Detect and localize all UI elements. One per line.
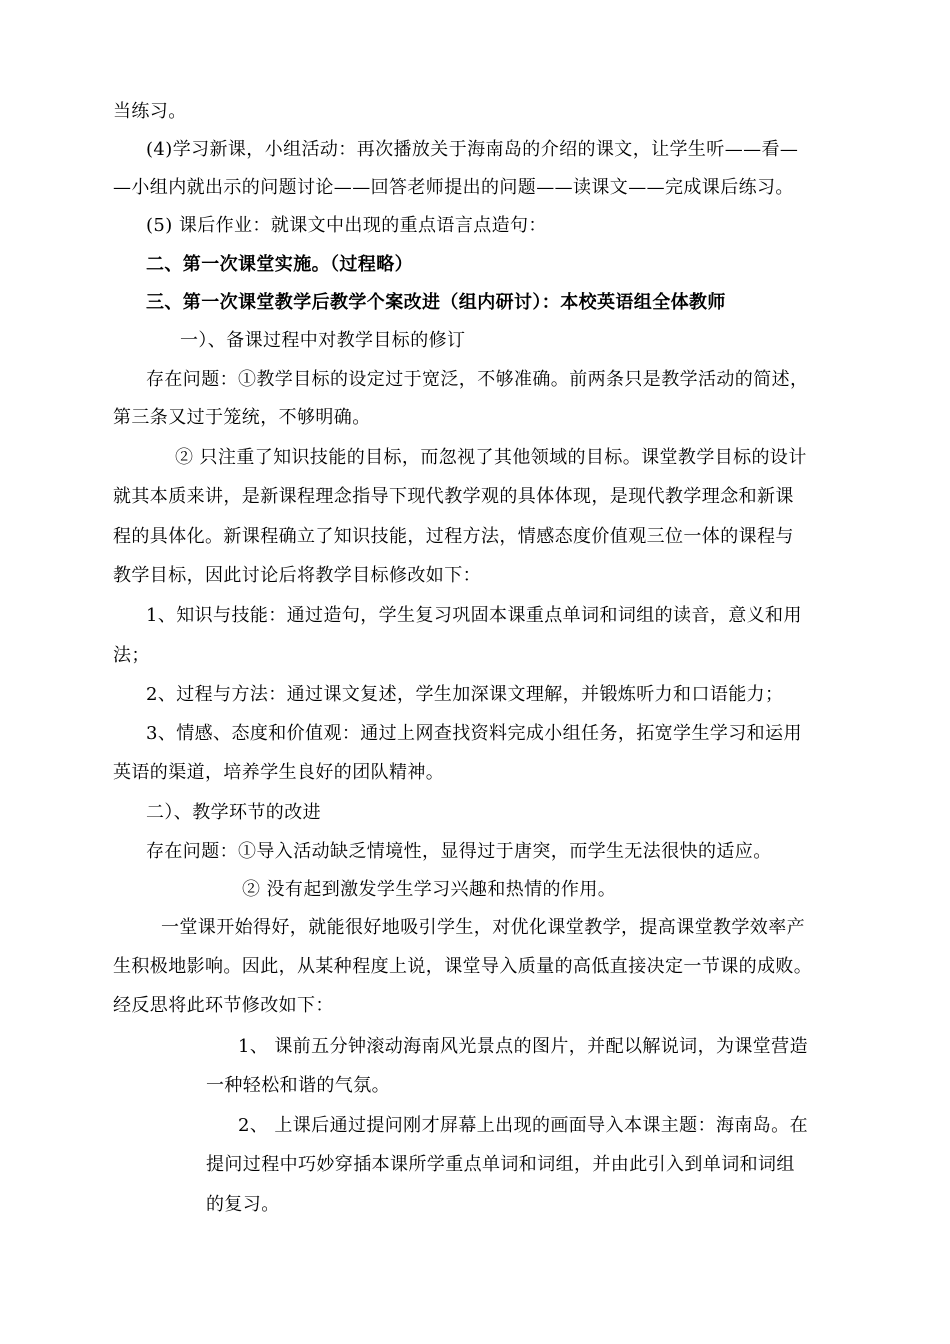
text-line: —小组内就出示的问题讨论——回答老师提出的问题——读课文——完成课后练习。 xyxy=(113,177,794,198)
text-line: 当练习。 xyxy=(113,101,187,122)
subsection-heading: 二）、教学环节的改进 xyxy=(146,802,321,823)
text-line: ② 只注重了知识技能的目标，而忽视了其他领域的目标。课堂教学目标的设计 xyxy=(175,447,807,468)
text-line: ② 没有起到激发学生学习兴趣和热情的作用。 xyxy=(242,879,617,900)
text-line: 一堂课开始得好，就能很好地吸引学生，对优化课堂教学，提高课堂教学效率产 xyxy=(161,917,805,938)
text-line: 存在问题：①导入活动缺乏情境性，显得过于唐突，而学生无法很快的适应。 xyxy=(146,841,772,862)
text-line: 程的具体化。新课程确立了知识技能，过程方法，情感态度价值观三位一体的课程与 xyxy=(113,526,794,547)
text-line: 就其本质来讲，是新课程理念指导下现代教学观的具体体现，是现代教学理念和新课 xyxy=(113,486,794,507)
text-line: 存在问题：①教学目标的设定过于宽泛，不够准确。前两条只是教学活动的简述， xyxy=(146,369,809,390)
text-line: 生积极地影响。因此，从某种程度上说，课堂导入质量的高低直接决定一节课的成败。 xyxy=(113,956,813,977)
subsection-heading: 一）、备课过程中对教学目标的修订 xyxy=(180,330,466,351)
section-heading: 三、第一次课堂教学后教学个案改进（组内研讨）：本校英语组全体教师 xyxy=(146,292,726,313)
list-item: 1、 课前五分钟滚动海南风光景点的图片，并配以解说词，为课堂营造 xyxy=(238,1036,808,1057)
text-line: 经反思将此环节修改如下： xyxy=(113,995,334,1016)
text-line: 法； xyxy=(113,645,150,666)
text-line: 1、知识与技能：通过造句，学生复习巩固本课重点单词和词组的读音，意义和用 xyxy=(146,605,802,626)
text-line: (5) 课后作业：就课文中出现的重点语言点造句： xyxy=(146,215,547,236)
text-line: 2、过程与方法：通过课文复述，学生加深课文理解，并锻炼听力和口语能力； xyxy=(146,684,784,705)
text-line: 的复习。 xyxy=(206,1194,280,1215)
text-line: 第三条又过于笼统，不够明确。 xyxy=(113,407,371,428)
text-line: 一种轻松和谐的气氛。 xyxy=(206,1075,390,1096)
text-line: 3、情感、态度和价值观：通过上网查找资料完成小组任务，拓宽学生学习和运用 xyxy=(146,723,802,744)
text-line: 教学目标，因此讨论后将教学目标修改如下： xyxy=(113,565,481,586)
list-item: 2、 上课后通过提问刚才屏幕上出现的画面导入本课主题：海南岛。在 xyxy=(238,1115,808,1136)
text-line: 英语的渠道，培养学生良好的团队精神。 xyxy=(113,762,445,783)
section-heading: 二、第一次课堂实施。（过程略） xyxy=(146,254,413,275)
text-line: 提问过程中巧妙穿插本课所学重点单词和词组，并由此引入到单词和词组 xyxy=(206,1154,795,1175)
text-line: (4)学习新课，小组活动：再次播放关于海南岛的介绍的课文，让学生听——看— xyxy=(146,139,799,160)
